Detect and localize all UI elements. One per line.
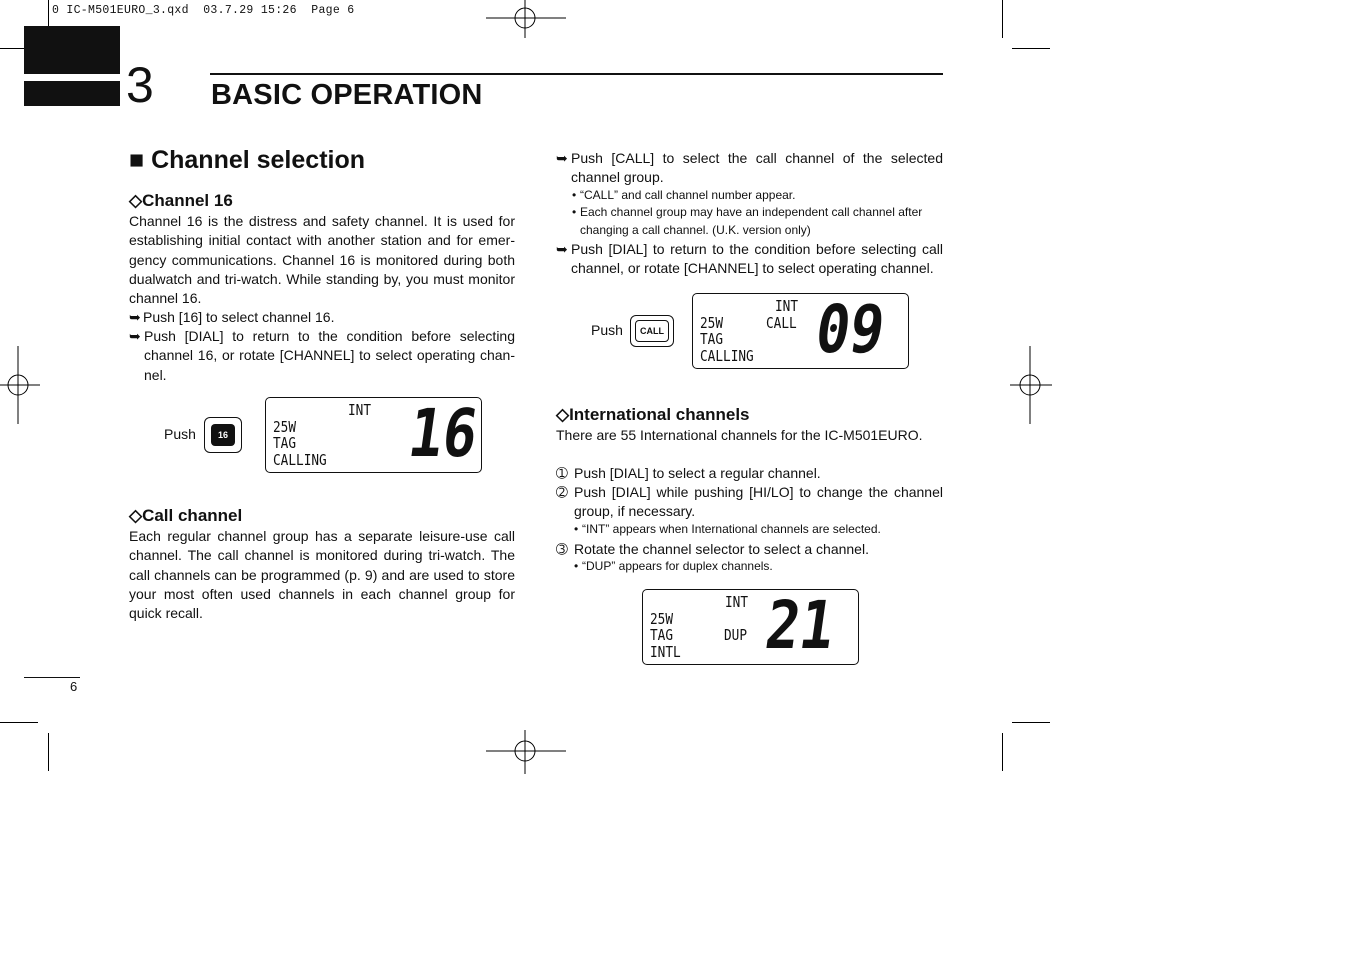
registration-mark-top [486, 0, 566, 40]
lcd-display-channel-16 [265, 397, 482, 473]
channel-16-body: Channel 16 is the distress and safety channel. It is used for establishing initial contact with another station and for emer-gency communications. Channel 16 is monitored during both dualwatch and tri-watch. While standing by, you must monitor channel 16. [129, 213, 515, 307]
page-number-rule [24, 677, 80, 678]
lcd-power: 25W [650, 610, 674, 628]
call-channel-body: Each regular channel group has a separate leisure-use call channel. The call channel is monitored during tri-watch. The call channels can be programmed (p. 9) and are used to store your most often used channels in each channel group for quick recall. [129, 528, 515, 622]
push-label: Push [591, 322, 623, 338]
call-key-label: CALL [635, 320, 669, 342]
intl-intro: There are 55 International channels for the IC-M501EURO. [556, 427, 923, 443]
lcd-display-international [642, 589, 859, 665]
call-step-1: ➥ Push [CALL] to select the call channel of the selected channel group. [556, 149, 943, 188]
lcd-int: INT [775, 297, 799, 315]
arrow-icon: ➥ [556, 241, 568, 257]
lcd-channel-digits: 16 [404, 395, 483, 472]
section-marker: ■ [129, 146, 145, 174]
chapter-number: 3 [126, 57, 154, 113]
lcd-call: CALL [766, 314, 797, 332]
call-key-button[interactable] [630, 315, 674, 347]
chapter-title: BASIC OPERATION [211, 79, 483, 111]
lcd-display-call [692, 293, 909, 369]
subhead-call-channel: ◇Call channel [129, 506, 243, 525]
section-title-text: Channel selection [151, 146, 366, 174]
print-slug: 0 IC-M501EURO_3.qxd 03.7.29 15:26 Page 6 [52, 4, 355, 17]
intl-bullet-3: • “DUP” appears for duplex channels. [574, 559, 773, 573]
page-number: 6 [70, 679, 78, 694]
lcd-power: 25W [700, 314, 724, 332]
lcd-status: CALLING [700, 347, 754, 365]
call-bullet-1: • “CALL” and call channel number appear. [572, 188, 796, 202]
arrow-icon: ➥ [556, 150, 568, 166]
intl-bullet-2: • “INT” appears when International channels are selected. [574, 522, 881, 536]
key-16-label: 16 [211, 424, 235, 446]
channel-16-step-2: ➥ Push [DIAL] to return to the condition before selecting channel 16, or rotate [CHANNEL] to select operating chan-nel. [129, 327, 515, 385]
call-bullet-2: • Each channel group may have an independent call channel after changing a call channel. (U.K. version only) [572, 205, 923, 237]
chapter-tab-lower [24, 81, 120, 106]
chapter-tab-upper [24, 26, 120, 74]
lcd-int: INT [725, 593, 749, 611]
chapter-rule [210, 73, 943, 75]
arrow-icon: ➥ [129, 328, 141, 344]
push-label: Push [164, 426, 196, 442]
intl-step-2: ➁ Push [DIAL] while pushing [HI/LO] to change the channel group, if necessary. [556, 484, 943, 520]
registration-mark-left [0, 346, 40, 424]
subhead-channel-16: ◇Channel 16 [129, 191, 233, 210]
lcd-power: 25W [273, 418, 297, 436]
registration-mark-bottom [486, 730, 566, 774]
lcd-int: INT [348, 401, 372, 419]
lcd-tag: TAG [273, 434, 297, 452]
arrow-icon: ➥ [129, 309, 141, 325]
intl-step-3: ➂ Rotate the channel selector to select a channel. [556, 541, 869, 557]
lcd-channel-digits: 21 [761, 587, 840, 664]
lcd-dup: DUP [724, 626, 748, 644]
lcd-status: CALLING [273, 451, 327, 469]
intl-step-1: ➀ Push [DIAL] to select a regular channel. [556, 465, 821, 481]
key-16-button[interactable] [204, 417, 242, 453]
call-step-2: ➥ Push [DIAL] to return to the condition before selecting call channel, or rotate [CHANNEL] to select operating channel. [556, 240, 943, 279]
lcd-channel-digits: 09 [811, 291, 890, 368]
lcd-tag: TAG [650, 626, 674, 644]
lcd-tag: TAG [700, 330, 724, 348]
registration-mark-right [1010, 346, 1052, 424]
channel-16-step-1: ➥ Push [16] to select channel 16. [129, 308, 515, 327]
subhead-international-channels: ◇International channels [556, 405, 750, 424]
lcd-mode: INTL [650, 643, 681, 661]
section-title [129, 146, 365, 175]
